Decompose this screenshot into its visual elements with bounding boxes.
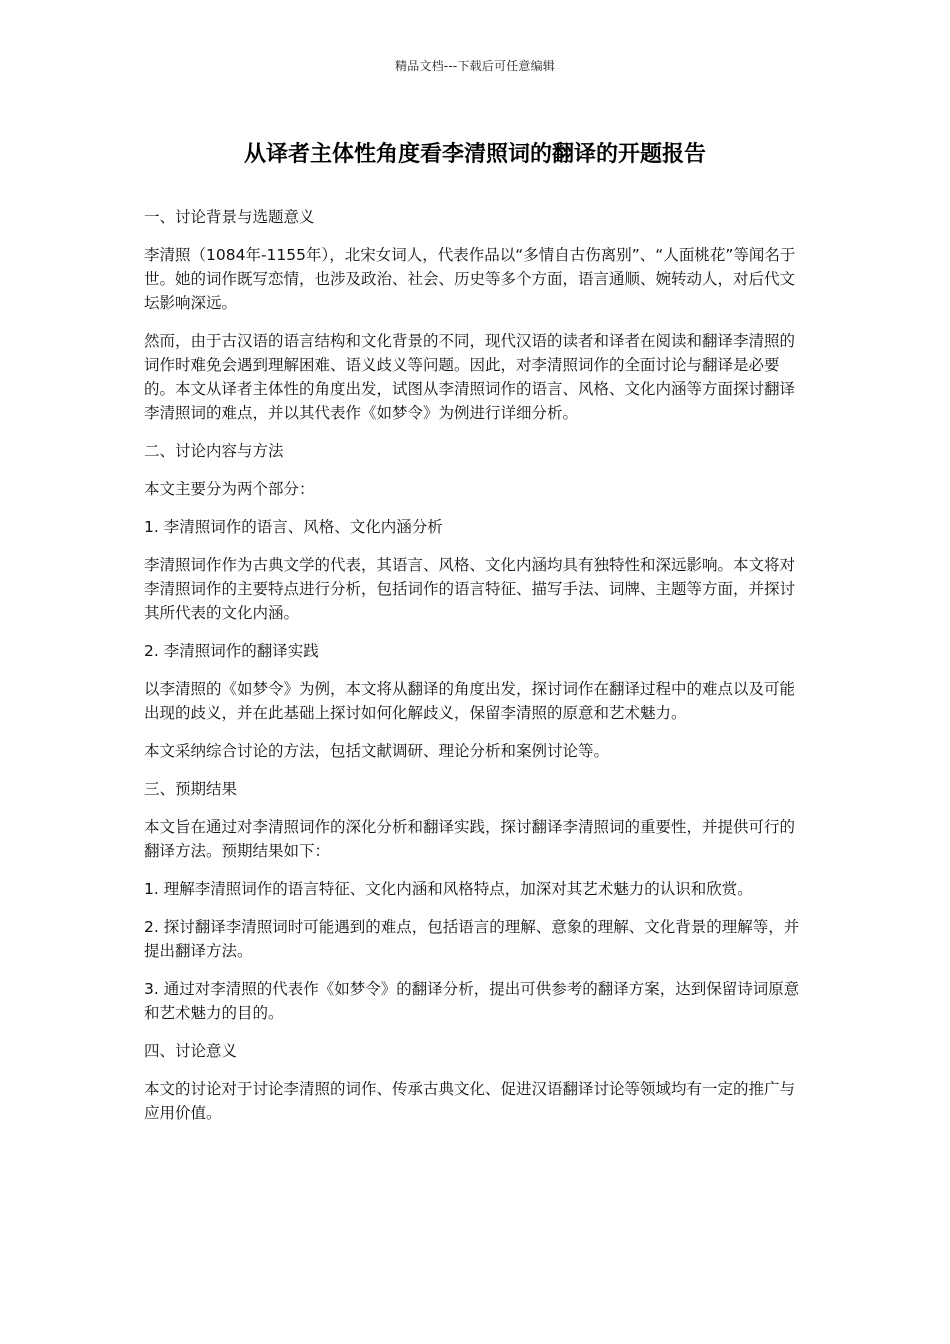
section-heading-content-method: 二、讨论内容与方法: [144, 442, 284, 460]
page-header-note: 精品文档---下载后可任意编辑: [395, 59, 555, 73]
list-item-part-2: 2. 李清照词作的翻译实践: [144, 642, 319, 660]
paragraph-part-1-detail: 李清照词作作为古典文学的代表，其语言、风格、文化内涵均具有独特性和深远影响。本文将对李清照词作的主要特点进行分析，包括词作的语言特征、描写手法、词牌、主题等方面，并探讨其所代表的文化内涵。: [144, 556, 796, 622]
document-title: 从译者主体性角度看李清照词的翻译的开题报告: [243, 142, 706, 167]
paragraph-part-2-detail: 以李清照的《如梦令》为例，本文将从翻译的角度出发，探讨词作在翻译过程中的难点以及可能出现的歧义，并在此基础上探讨如何化解歧义，保留李清照的原意和艺术魅力。: [144, 680, 796, 722]
list-item-result-2: 2. 探讨翻译李清照词时可能遇到的难点，包括语言的理解、意象的理解、文化背景的理解等，并提出翻译方法。: [144, 918, 800, 960]
paragraph-intro: 李清照（1084年-1155年），北宋女词人，代表作品以“多情自古伤离别”、“人面桃花”等闻名于世。她的词作既写恋情，也涉及政治、社会、历史等多个方面，语言通顺、婉转动人，对后代文坛影响深远。: [144, 246, 796, 312]
section-heading-background: 一、讨论背景与选题意义: [144, 208, 315, 226]
list-item-part-1: 1. 李清照词作的语言、风格、文化内涵分析: [144, 518, 443, 536]
document-body: [144, 205, 808, 1139]
paragraph-results-intro: 本文旨在通过对李清照词作的深化分析和翻译实践，探讨翻译李清照词的重要性，并提供可行的翻译方法。预期结果如下：: [144, 818, 796, 860]
paragraph-structure: 本文主要分为两个部分：: [144, 480, 315, 498]
list-item-result-3: 3. 通过对李清照的代表作《如梦令》的翻译分析，提出可供参考的翻译方案，达到保留诗词原意和艺术魅力的目的。: [144, 980, 800, 1022]
list-item-result-1: 1. 理解李清照词作的语言特征、文化内涵和风格特点，加深对其艺术魅力的认识和欣赏。: [144, 880, 753, 898]
paragraph-rationale: 然而，由于古汉语的语言结构和文化背景的不同，现代汉语的读者和译者在阅读和翻译李清照的词作时难免会遇到理解困难、语义歧义等问题。因此，对李清照词作的全面讨论与翻译是必要的。本文从译者主体性的角度出发，试图从李清照词作的语言、风格、文化内涵等方面探讨翻译李清照词的难点，并以其代表作《如梦令》为例进行详细分析。: [144, 332, 796, 422]
section-heading-significance: 四、讨论意义: [144, 1042, 238, 1060]
paragraph-method: 本文采纳综合讨论的方法，包括文献调研、理论分析和案例讨论等。: [144, 742, 610, 760]
paragraph-significance: 本文的讨论对于讨论李清照的词作、传承古典文化、促进汉语翻译讨论等领域均有一定的推广与应用价值。: [144, 1080, 796, 1122]
section-heading-expected-results: 三、预期结果: [144, 780, 238, 798]
